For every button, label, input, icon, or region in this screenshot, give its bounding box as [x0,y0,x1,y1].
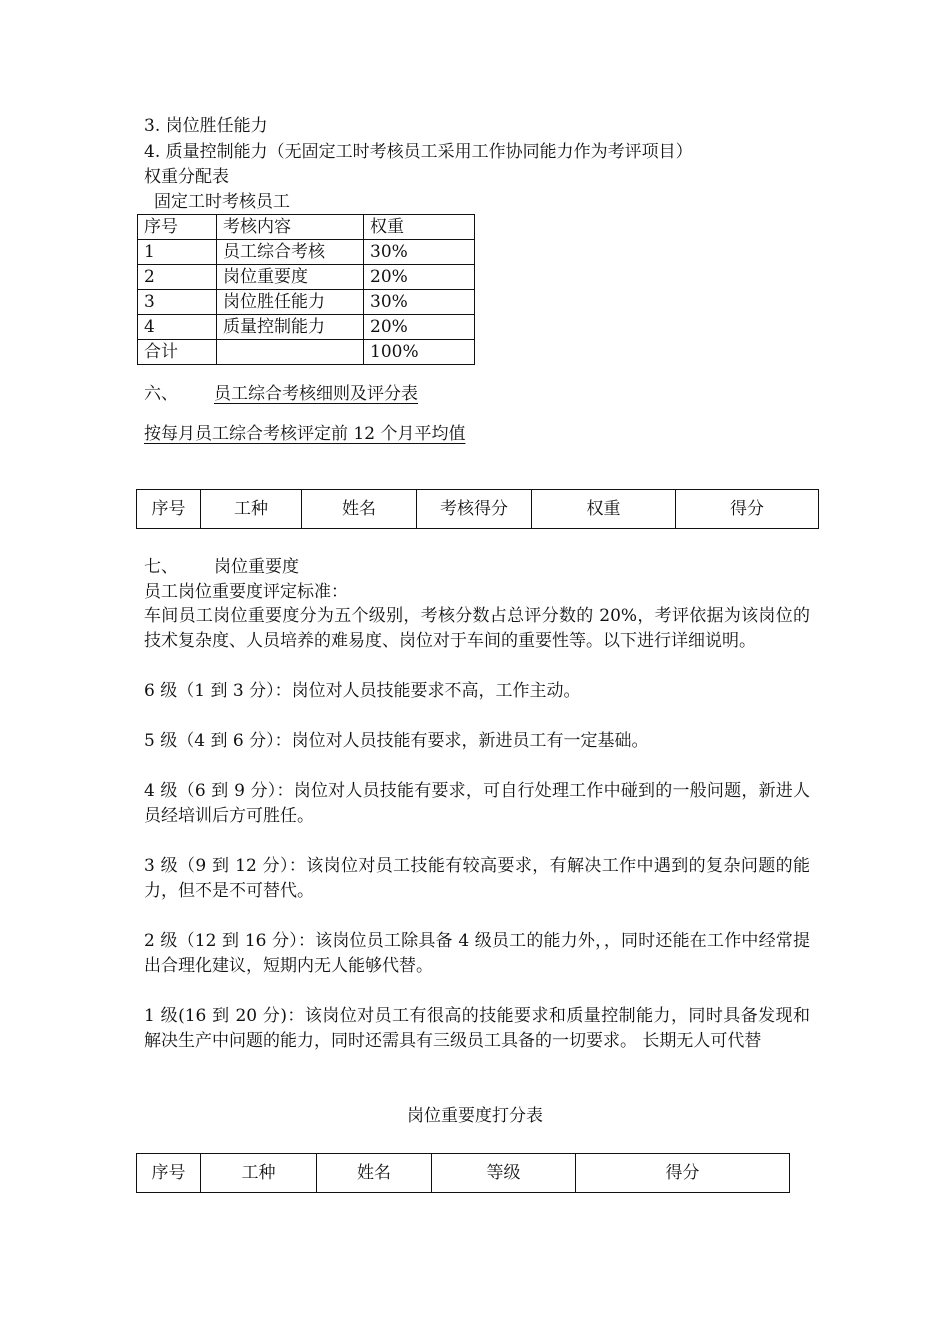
level-1: 1 级(16 到 20 分)：该岗位对员工有很高的技能要求和质量控制能力，同时具备发现和解决生产中问题的能力，同时还需具有三级员工具备的一切要求。 长期无人可代替 [144,1006,810,1051]
importance-table [136,1153,790,1193]
header-cell: 工种 [201,1154,317,1193]
table-cell: 质量控制能力 [217,315,364,340]
section-number: 六、 [144,384,178,404]
table-row [138,240,475,265]
table-cell: 2 [138,265,217,290]
section6-note: 按每月员工综合考核评定前 12 个月平均值 [144,424,466,444]
standard-label: 员工岗位重要度评定标准： [144,582,348,602]
table-cell: 4 [138,315,217,340]
intro-paragraph: 车间员工岗位重要度分为五个级别，考核分数占总评分数的 20%，考评依据为该岗位的技术复杂度、人员培养的难易度、岗位对于车间的重要性等。以下进行详细说明。 [144,606,810,651]
section7-heading [144,554,299,580]
item-4: 4. 质量控制能力（无固定工时考核员工采用工作协同能力作为考评项目） [144,142,693,162]
header-cell: 姓名 [317,1154,432,1193]
weights-table [137,214,475,365]
table-cell: 1 [138,240,217,265]
section-number: 七、 [144,557,178,577]
assessment-table [136,489,819,529]
section6-heading [144,381,418,407]
section-title: 员工综合考核细则及评分表 [214,384,418,404]
table-cell: 100% [364,340,475,365]
table-row [138,340,475,365]
header-cell: 得分 [576,1154,790,1193]
table-cell: 20% [364,315,475,340]
table-cell: 合计 [138,340,217,365]
table-row [138,315,475,340]
header-cell: 得分 [676,490,819,529]
weights-title: 权重分配表 [144,167,229,187]
level-2: 2 级（12 到 16 分）：该岗位员工除具备 4 级员工的能力外，，同时还能在工作中经常提出合理化建议，短期内无人能够代替。 [144,931,810,976]
header-cell: 姓名 [302,490,417,529]
table-cell: 30% [364,290,475,315]
header-cell: 序号 [137,1154,201,1193]
table-row [138,215,475,240]
table-cell: 岗位胜任能力 [217,290,364,315]
table-cell: 3 [138,290,217,315]
table-row [138,290,475,315]
score-table-title: 岗位重要度打分表 [407,1106,543,1126]
table-cell: 20% [364,265,475,290]
table-row [137,1154,790,1193]
table-row [137,490,819,529]
weights-subtitle: 固定工时考核员工 [154,192,290,212]
table-cell: 30% [364,240,475,265]
level-6: 6 级（1 到 3 分）：岗位对人员技能要求不高，工作主动。 [144,681,581,701]
level-5: 5 级（4 到 6 分）：岗位对人员技能有要求，新进员工有一定基础。 [144,731,649,751]
header-cell: 序号 [137,490,201,529]
header-cell: 序号 [138,215,217,240]
header-cell: 考核内容 [217,215,364,240]
item-3: 3. 岗位胜任能力 [144,116,268,136]
header-cell: 权重 [364,215,475,240]
level-4: 4 级（6 到 9 分）：岗位对人员技能有要求，可自行处理工作中碰到的一般问题，新进人员经培训后方可胜任。 [144,781,810,826]
header-cell: 等级 [432,1154,576,1193]
level-3: 3 级（9 到 12 分）：该岗位对员工技能有较高要求，有解决工作中遇到的复杂问题的能力，但不是不可替代。 [144,856,810,901]
table-row [138,265,475,290]
header-cell: 考核得分 [417,490,532,529]
header-cell: 工种 [201,490,302,529]
table-cell: 员工综合考核 [217,240,364,265]
section-title: 岗位重要度 [214,557,299,577]
table-cell: 岗位重要度 [217,265,364,290]
header-cell: 权重 [532,490,676,529]
table-cell [217,340,364,365]
